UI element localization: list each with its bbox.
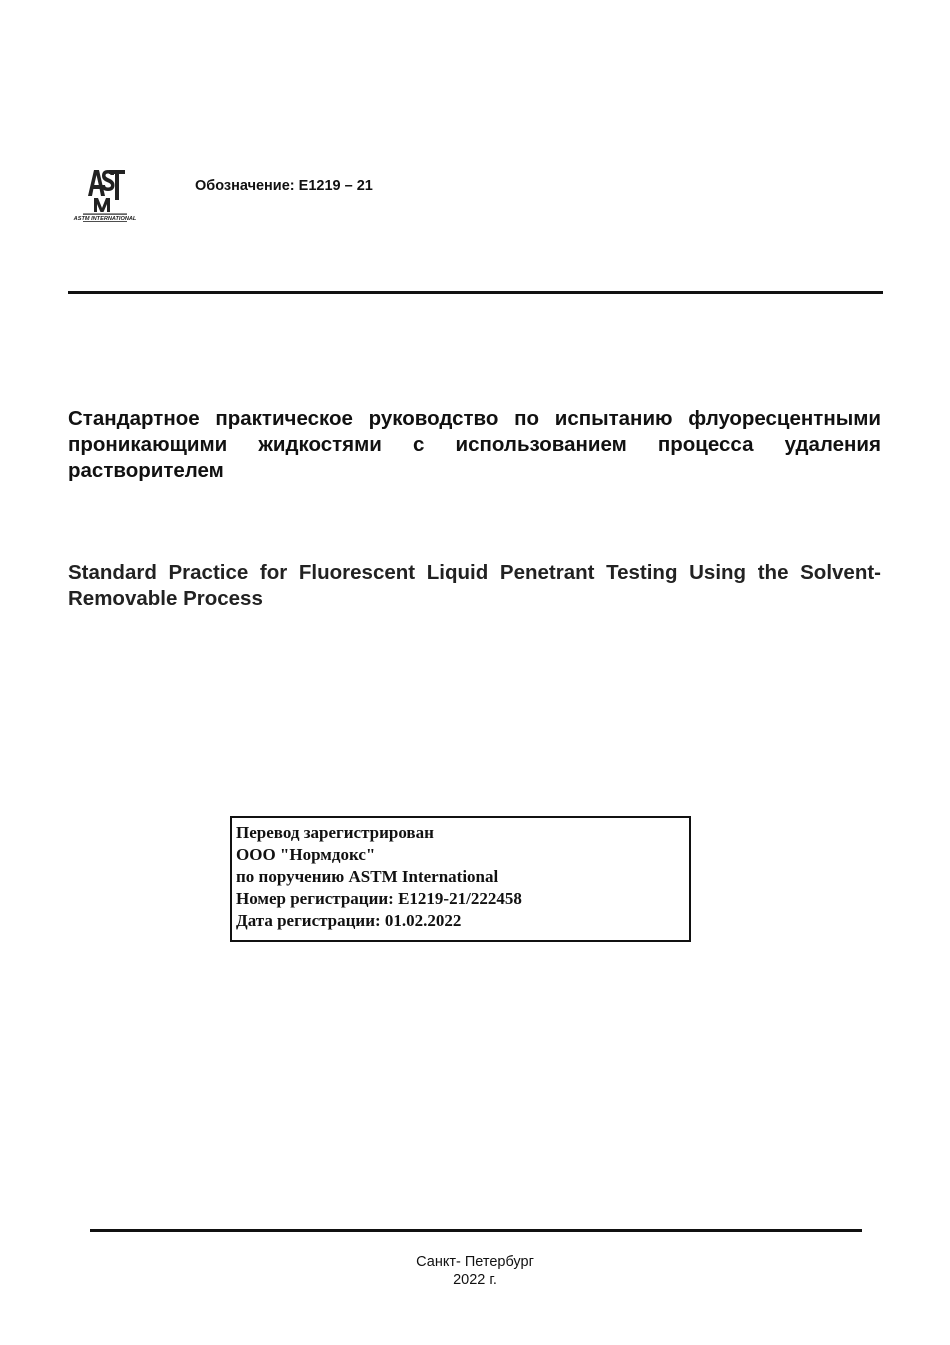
registration-line: Номер регистрации: E1219-21/222458	[236, 889, 522, 908]
registration-line: Дата регистрации: 01.02.2022	[236, 911, 462, 930]
footer-year: 2022 г.	[453, 1272, 497, 1288]
registration-line: Перевод зарегистрирован	[236, 823, 434, 842]
title-english: Standard Practice for Fluorescent Liquid Penetrant Testing Using the Solvent-Removable Process	[68, 561, 881, 610]
designation: Обозначение: E1219 – 21	[195, 178, 373, 194]
registration-box	[230, 816, 691, 942]
logo-text: ASTM INTERNATIONAL	[73, 215, 137, 222]
registration-line: по поручению ASTM International	[236, 867, 499, 886]
footer	[0, 1253, 950, 1289]
footer-city: Санкт- Петербург	[416, 1254, 534, 1270]
top-divider	[68, 291, 883, 294]
bottom-divider	[90, 1229, 862, 1232]
astm-logo	[73, 166, 137, 222]
title-russian: Стандартное практическое руководство по испытанию флуоресцентными проникающими жидкостями с использованием процесса удаления растворителем	[68, 407, 881, 482]
registration-line: ООО "Нормдокс"	[236, 845, 376, 864]
